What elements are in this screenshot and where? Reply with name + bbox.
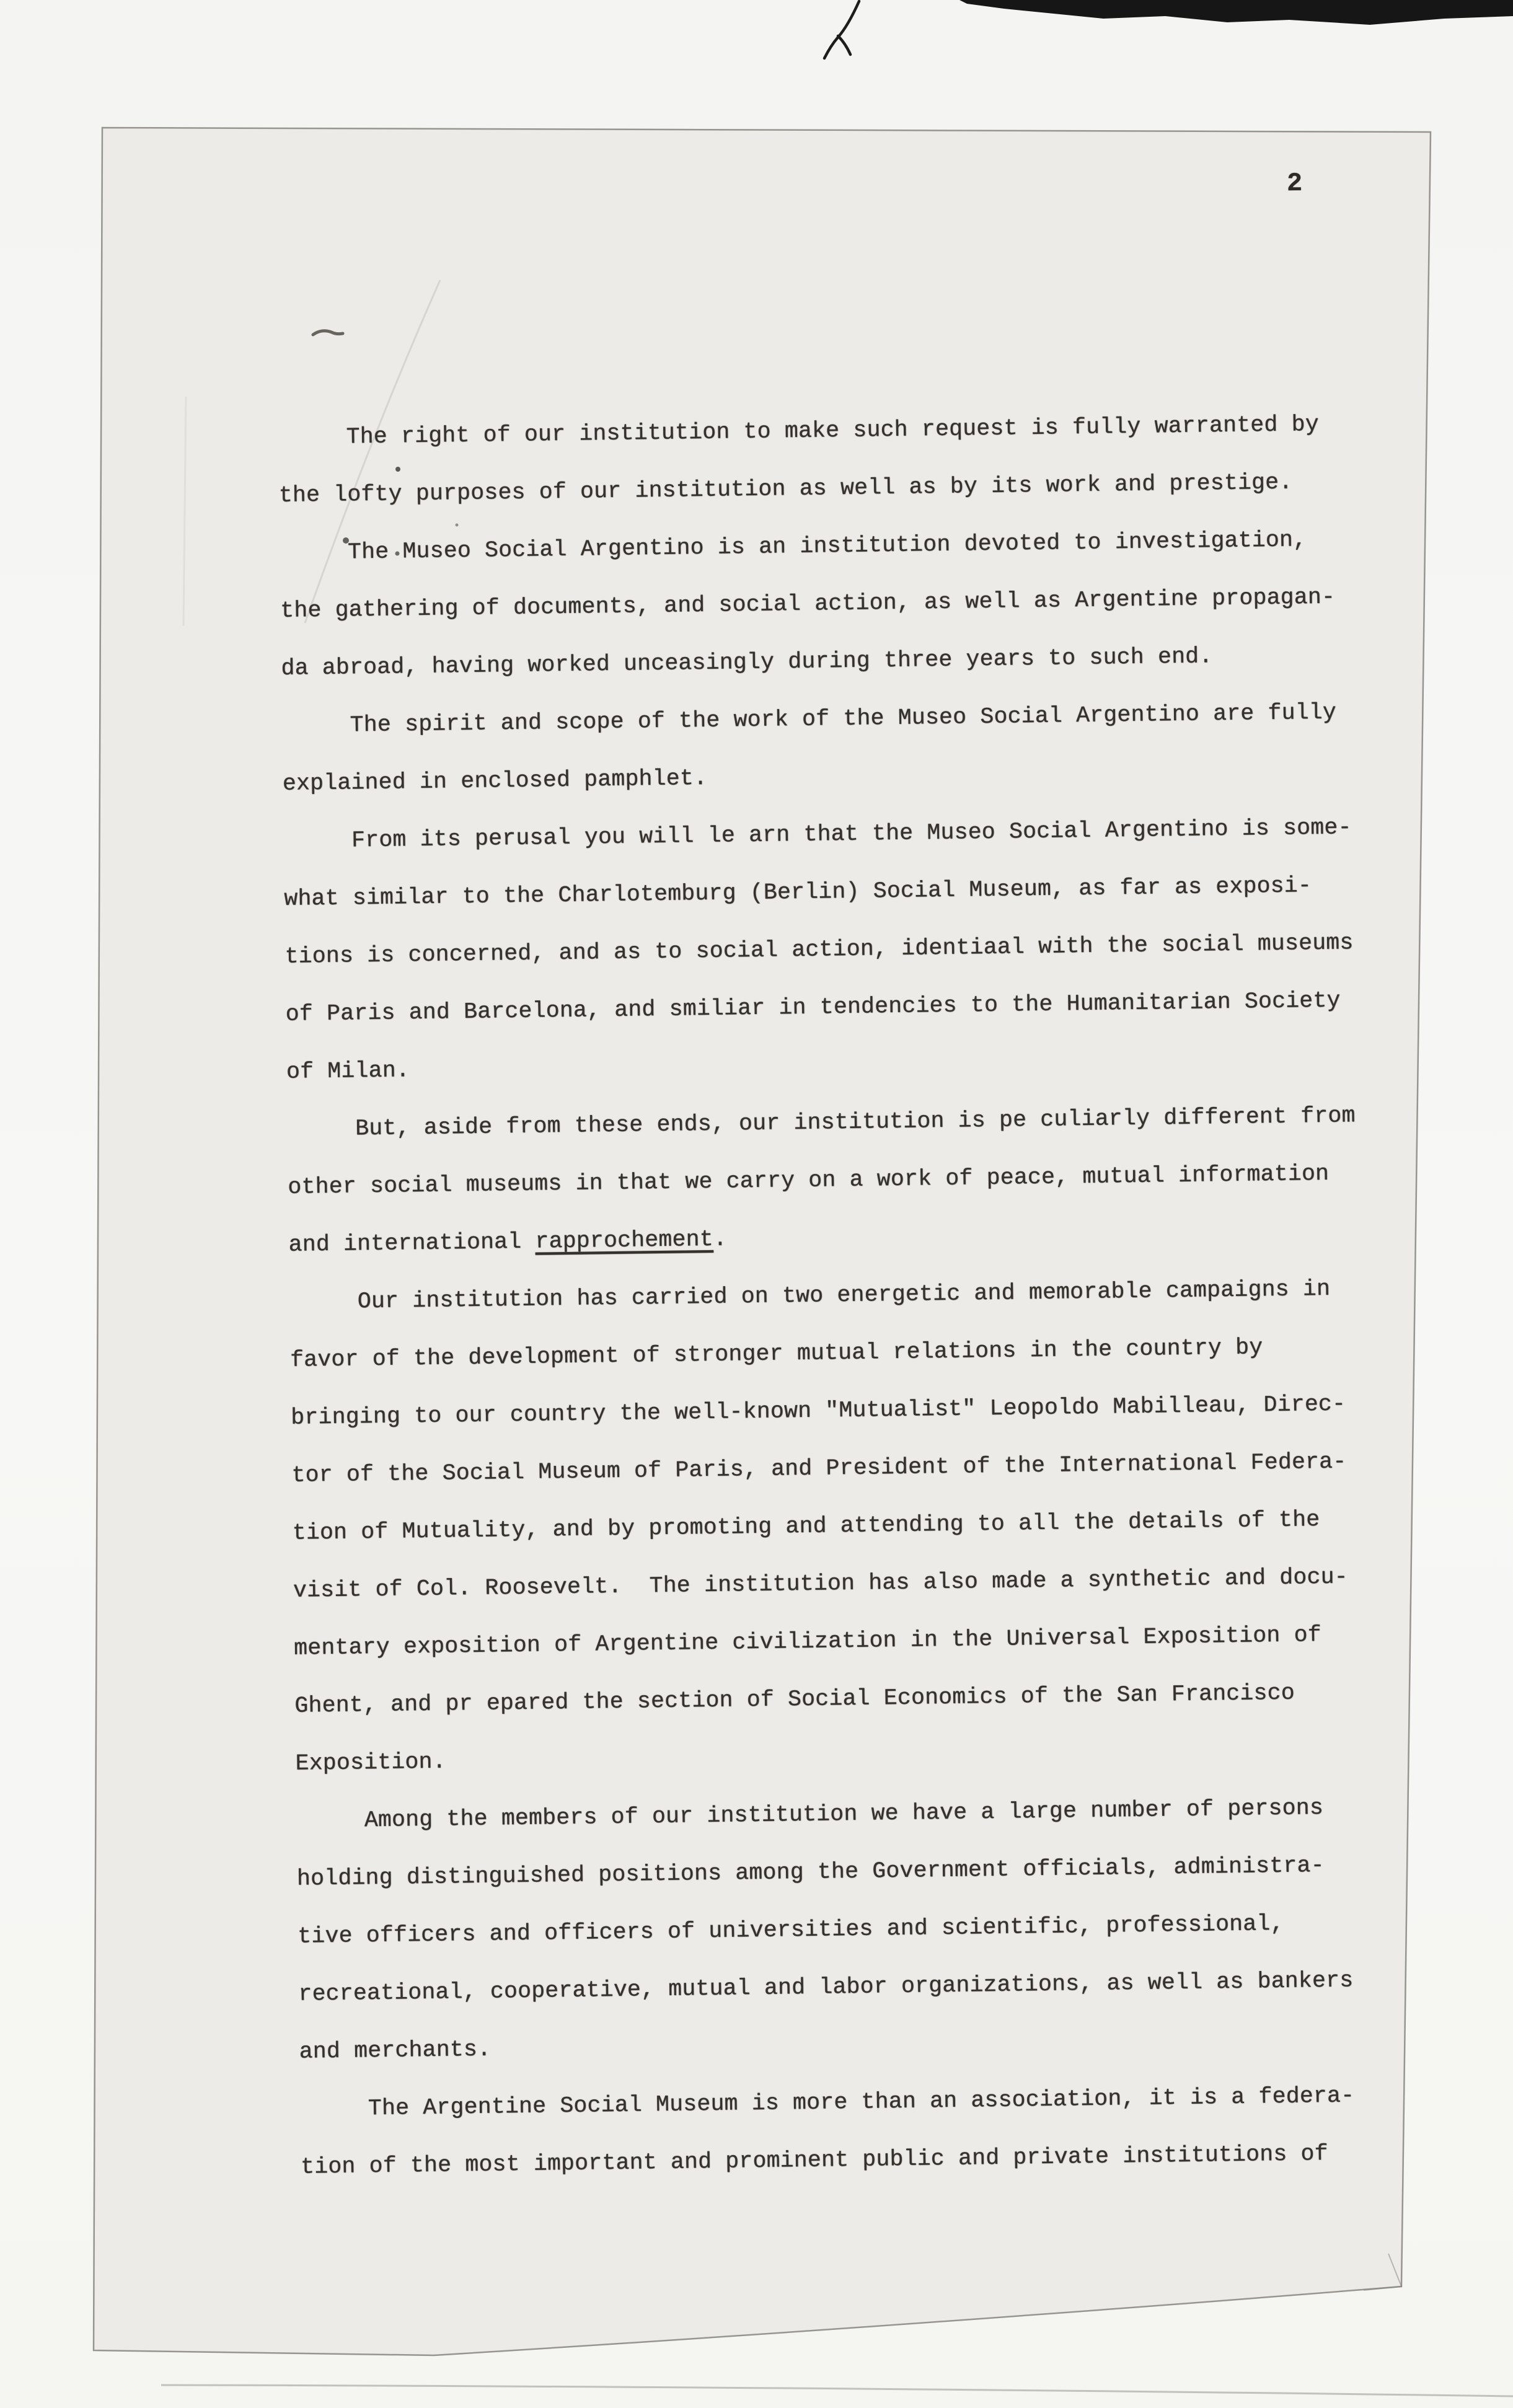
bottom-sheet-edge-line <box>161 2385 1513 2396</box>
text-segment: recreational, cooperative, mutual and labor organizations, as well as bankers <box>298 1967 1354 2007</box>
check-mark-icon <box>824 1 859 58</box>
text-segment: . <box>713 1226 728 1252</box>
text-segment: da abroad, having worked unceasingly during three years to such end. <box>281 643 1213 681</box>
underlined-word: rapprochement <box>535 1226 714 1255</box>
text-segment: tion of the most important and prominent public and private institutions of <box>300 2141 1329 2180</box>
typed-text <box>278 395 1405 2196</box>
text-segment: and merchants. <box>299 2036 492 2065</box>
text-segment: tor of the Social Museum of Paris, and President of the International Federa- <box>291 1449 1347 1488</box>
text-segment: But, aside from these ends, our institution is pe culiarly different from <box>355 1103 1356 1142</box>
text-segment: the gathering of documents, and social action, as well as Argentine propagan- <box>280 584 1336 624</box>
text-segment: tion of Mutuality, and by promoting and attending to all the details of the <box>292 1507 1320 1546</box>
text-segment: Among the members of our institution we have a large number of persons <box>364 1795 1324 1833</box>
text-segment: Exposition. <box>295 1749 446 1776</box>
text-segment: tions is concerned, and as to social action, identiaal with the social museums <box>285 930 1354 969</box>
text-segment: what similar to the Charlotemburg (Berlin) Social Museum, as far as exposi- <box>284 873 1312 912</box>
text-segment: The Museo Social Argentino is an institution devoted to investigation, <box>347 527 1307 565</box>
scanner-band <box>959 0 1513 25</box>
text-segment: tive officers and officers of universities and scientific, professional, <box>297 1910 1284 1949</box>
text-segment: The right of our institution to make such request is fully warranted by <box>346 412 1320 450</box>
text-segment: The Argentine Social Museum is more than an association, it is a federa- <box>368 2083 1355 2122</box>
text-segment: From its perusal you will le arn that the Museo Social Argentino is some- <box>351 814 1352 853</box>
text-segment: The spirit and scope of the work of the Museo Social Argentino are fully <box>350 699 1337 738</box>
text-segment: and international <box>288 1228 536 1258</box>
text-segment: of Paris and Barcelona, and smiliar in tendencies to the Humanitarian Society <box>285 987 1341 1027</box>
text-segment: mentary exposition of Argentine civilization in the Universal Exposition of <box>293 1622 1322 1661</box>
text-segment: of Milan. <box>286 1057 410 1085</box>
text-segment: visit of Col. Roosevelt. The institution has also made a synthetic and docu- <box>293 1564 1349 1603</box>
text-segment: the lofty purposes of our institution as well as by its work and prestige. <box>278 469 1293 508</box>
page-number: 2 <box>1286 168 1303 199</box>
text-segment: holding distinguished positions among the Government officials, administra- <box>296 1853 1325 1892</box>
text-segment: Ghent, and pr epared the section of Social Economics of the San Francisco <box>294 1680 1295 1719</box>
text-segment: favor of the development of stronger mutual relations in the country by <box>289 1334 1263 1373</box>
text-segment: bringing to our country the well-known "Mutualist" Leopoldo Mabilleau, Direc- <box>291 1391 1346 1431</box>
text-segment: Our institution has carried on two energetic and memorable campaigns in <box>357 1276 1331 1315</box>
text-segment: explained in enclosed pamphlet. <box>282 765 708 796</box>
text-segment: other social museums in that we carry on a work of peace, mutual information <box>288 1160 1330 1200</box>
